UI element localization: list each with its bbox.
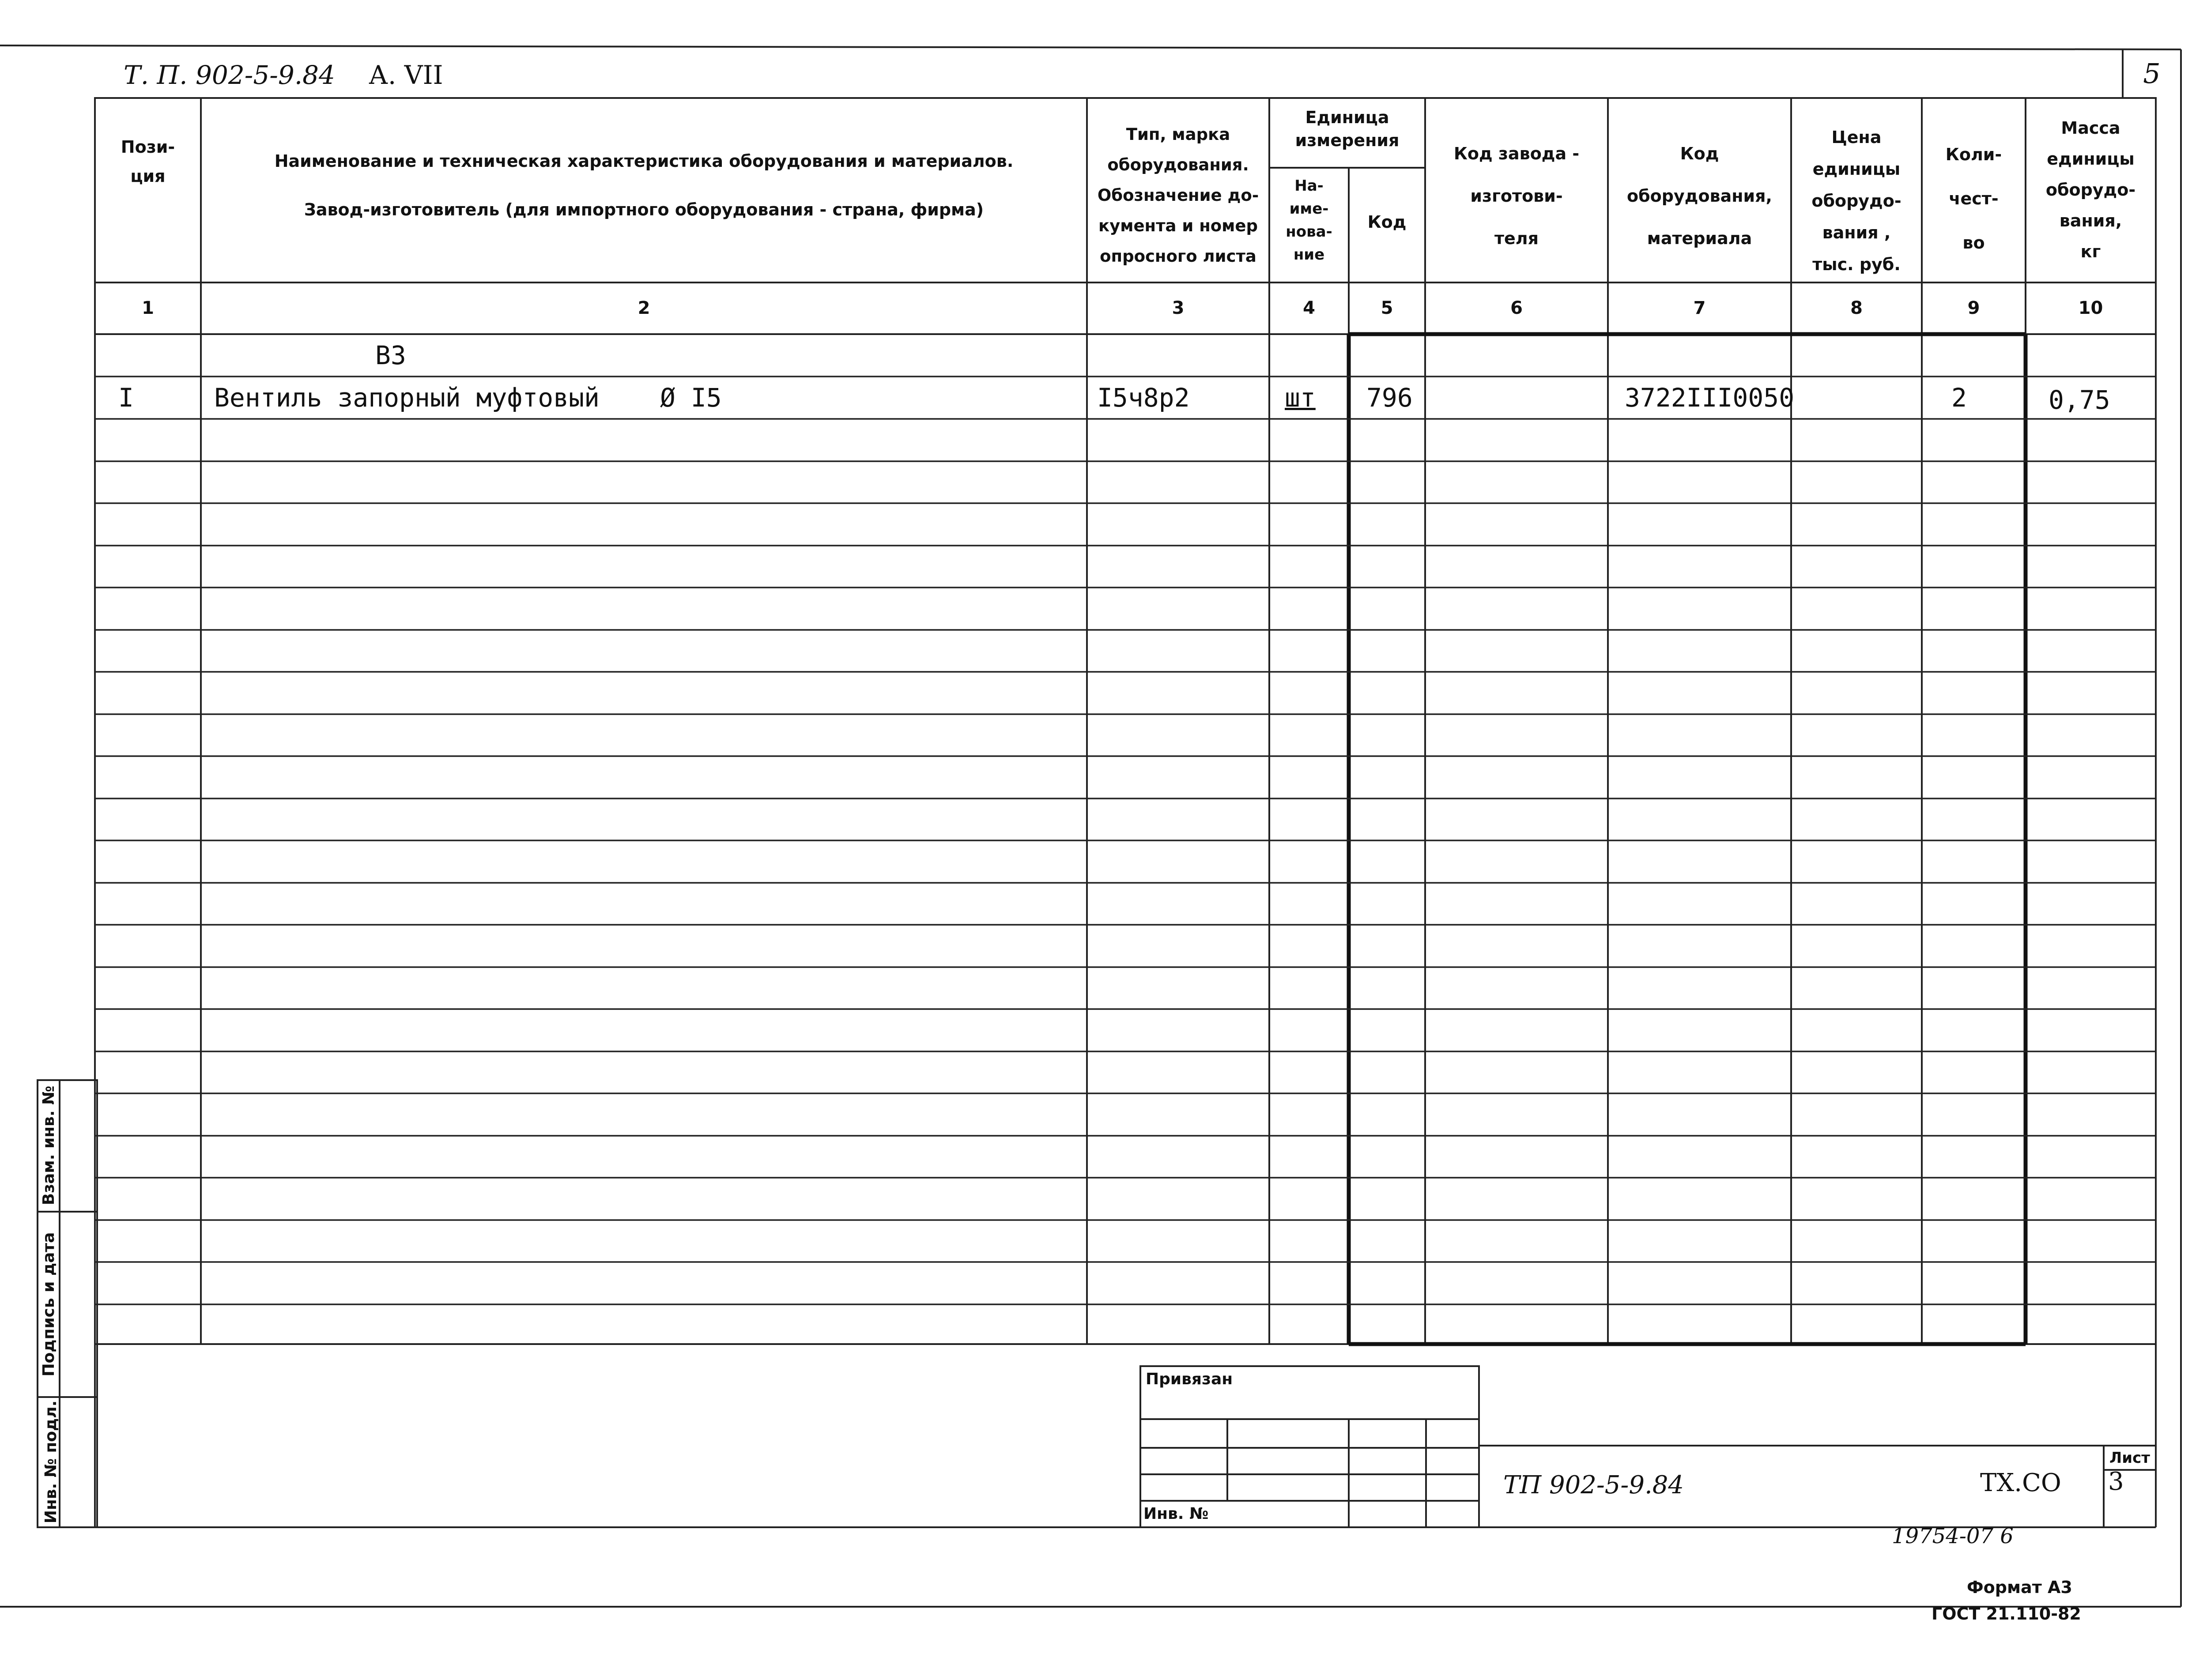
inv-number-label: Инв. № — [1143, 1505, 1209, 1523]
section-heading: В3 — [375, 340, 406, 370]
row-name: Вентиль запорный муфтовый — [214, 383, 600, 413]
col-header-plant-code: Код завода - изготови- теля — [1453, 144, 1580, 248]
document-reference: Т. П. 902-5-9.84 — [124, 60, 335, 90]
col-header-quantity: Коли- чест- во — [1945, 145, 2002, 252]
row-diameter: Ø I5 — [660, 383, 722, 413]
col-header-name: Наименование и техническая характеристика оборудования и материалов. Завод-изготовитель (для импортного оборудования - страна, фирма) — [274, 151, 1014, 219]
row-equipment-code: 3722III0050 — [1625, 383, 1795, 413]
gost-standard: ГОСТ 21.110-82 — [1932, 1604, 2081, 1623]
side-stamp-replaced-inv: Взам. инв. № — [40, 1085, 58, 1205]
col-number: 3 — [1172, 298, 1185, 318]
side-stamp-signature-date: Подпись и дата — [40, 1232, 58, 1377]
col-header-position: Пози- ция — [121, 137, 175, 186]
col-header-equipment-code: Код оборудования, материала — [1627, 144, 1772, 248]
format-label: Формат А3 — [1967, 1578, 2072, 1597]
document-code: ТП 902-5-9.84 — [1503, 1471, 1684, 1499]
col-number: 4 — [1303, 298, 1315, 318]
col-header-unit-name: На- име- нова- ние — [1286, 177, 1332, 264]
row-unit-code: 796 — [1366, 383, 1413, 413]
col-number: 8 — [1850, 298, 1863, 318]
sheet-label: Лист — [2109, 1449, 2150, 1467]
sheet-value: 3 — [2108, 1467, 2124, 1496]
col-header-mass: Масса единицы оборудо- вания, кг — [2045, 118, 2136, 261]
row-unit-name: шт — [1285, 383, 1316, 413]
col-number: 2 — [638, 298, 650, 318]
col-header-unit-group: Единица измерения — [1295, 108, 1400, 150]
sheet-number-top: 5 — [2143, 57, 2161, 90]
col-number: 9 — [1967, 298, 1980, 318]
bound-label: Привязан — [1146, 1370, 1233, 1388]
side-stamp-original-inv: Инв. № подл. — [42, 1400, 60, 1524]
row-position: I — [118, 383, 134, 413]
col-number: 1 — [142, 298, 154, 318]
document-mark: ТХ.СО — [1980, 1469, 2061, 1497]
col-number: 10 — [2078, 298, 2103, 318]
col-header-type: Тип, марка оборудования. Обозначение до- кумента и номер опросного листа — [1097, 125, 1259, 266]
col-number: 5 — [1381, 298, 1393, 318]
archive-number: 19754-07 6 — [1892, 1524, 2014, 1548]
row-type: I5ч8р2 — [1097, 383, 1190, 413]
col-header-unit-code: Код — [1367, 212, 1407, 232]
col-number: 6 — [1510, 298, 1523, 318]
album-number: А. VII — [369, 60, 443, 90]
col-number: 7 — [1693, 298, 1706, 318]
row-quantity: 2 — [1951, 383, 1967, 413]
col-header-price: Цена единицы оборудо- вания , тыс. руб. — [1811, 128, 1901, 274]
row-mass: 0,75 — [2049, 385, 2110, 415]
